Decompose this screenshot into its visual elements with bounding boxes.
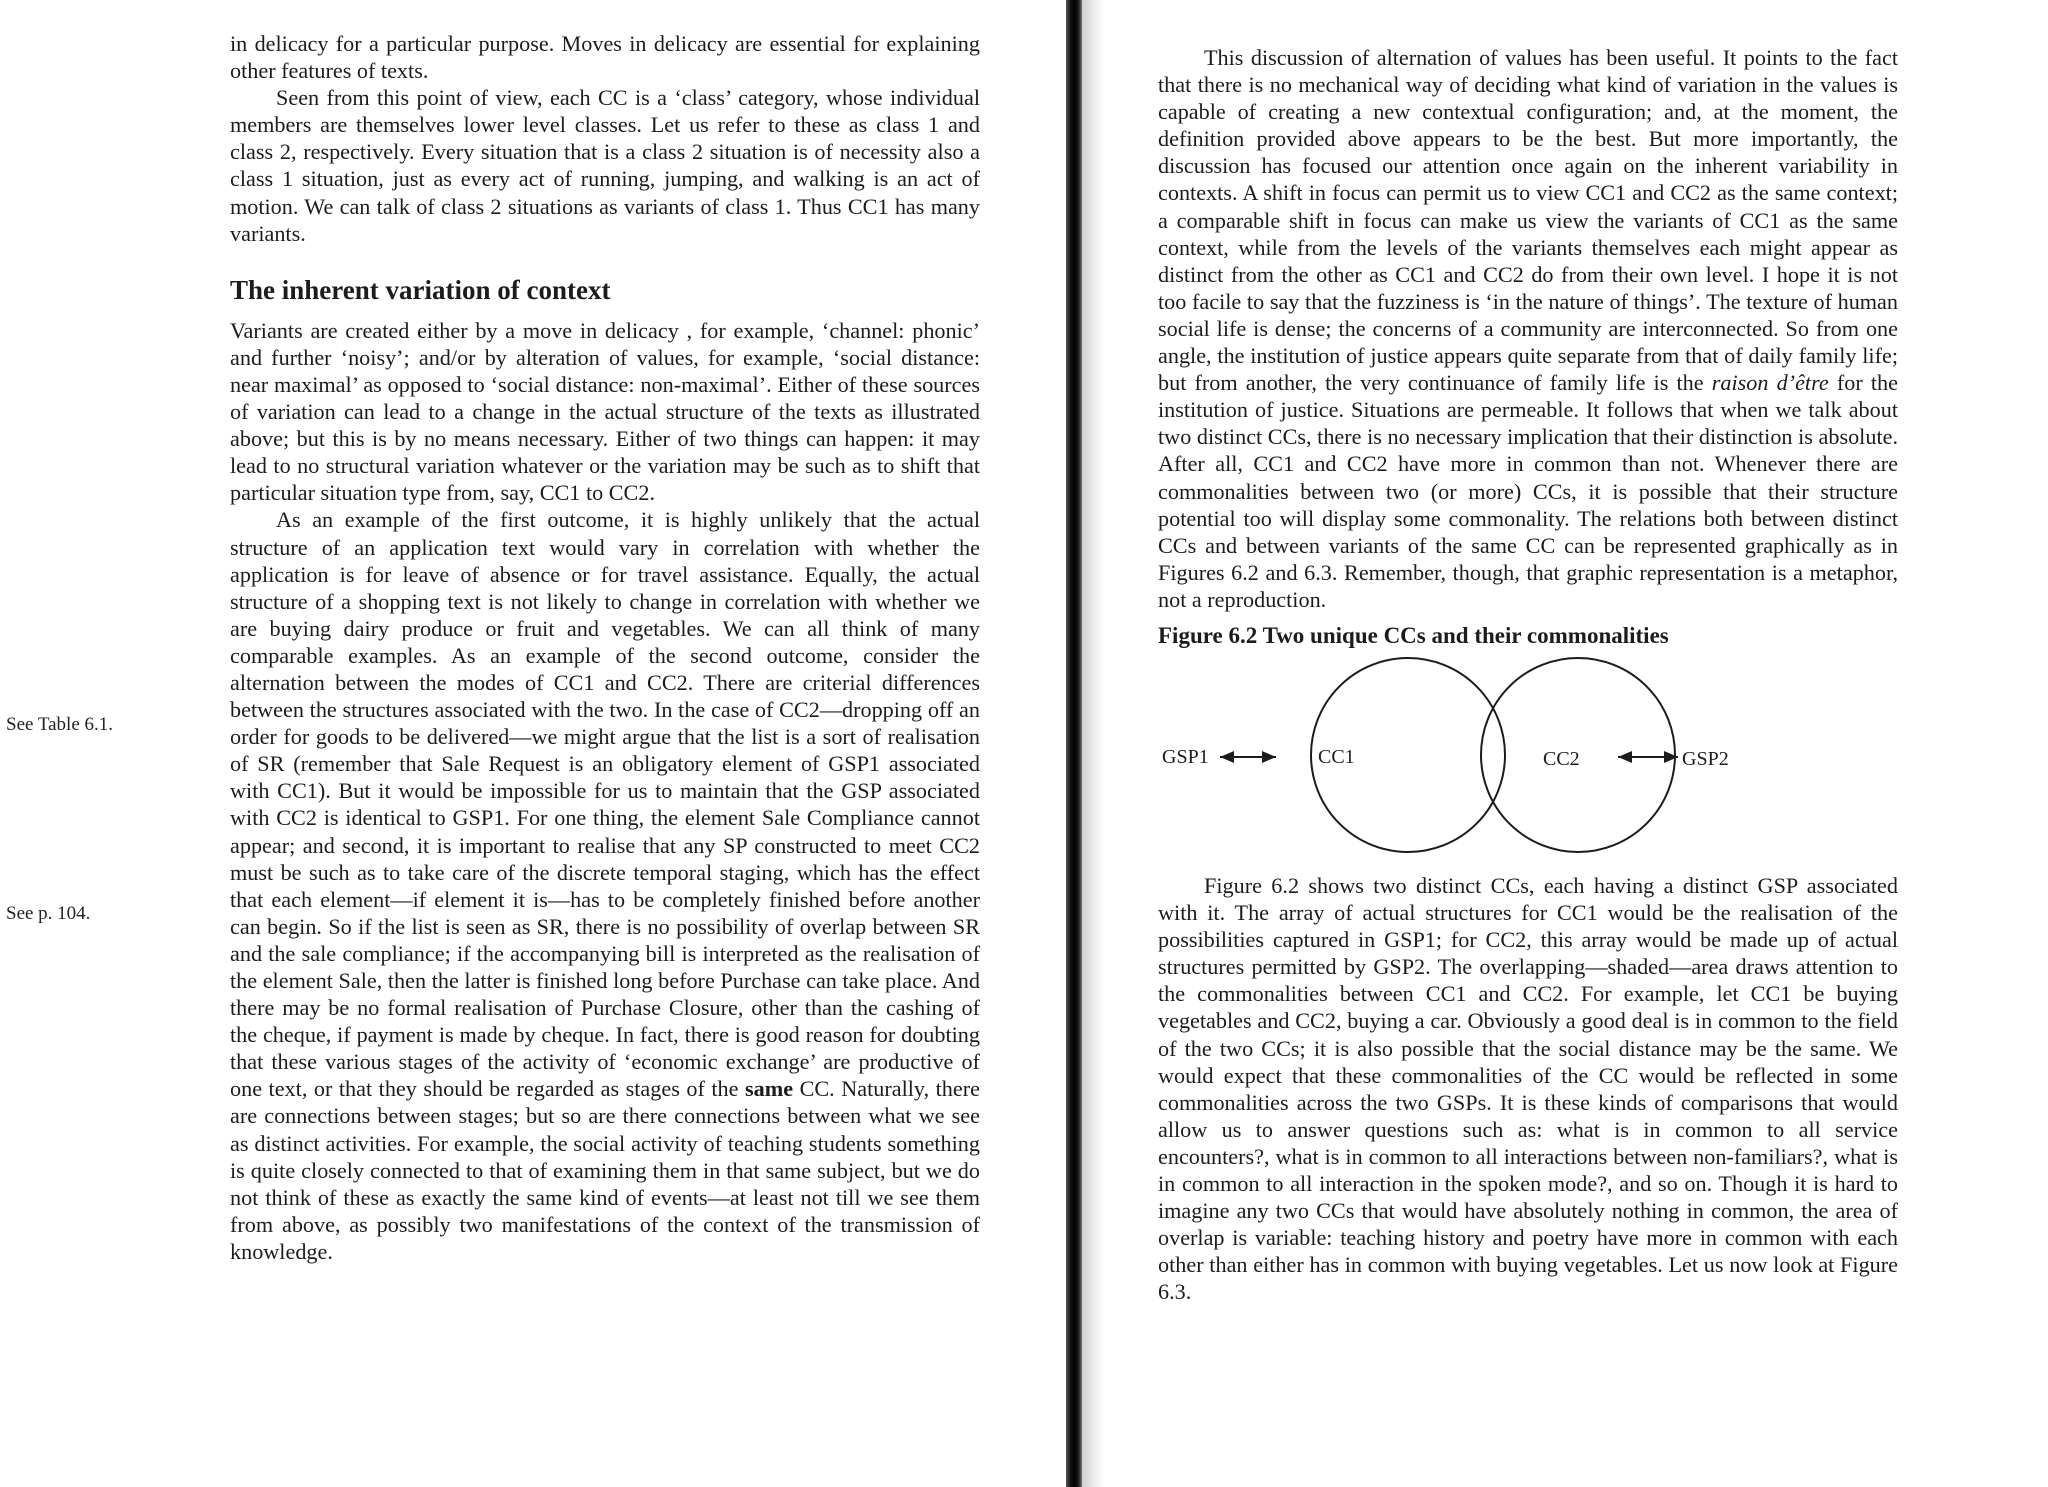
label-cc1: CC1 xyxy=(1318,745,1355,768)
right-paragraph-figure-discussion: Figure 6.2 shows two distinct CCs, each having a distinct GSP associated with it. The array of actual structures for CC1 would be the realisation of the possibilities captured in GSP1; for CC2, this array would be made up of actual structures permitted by GSP2. The overlapping—shaded—area draws attention to the commonalities between CC1 and CC2. For example, let CC1 be buying vegetables and CC2, buying a car. Obviously a good deal is in common to the field of the two CCs; it is also possible that the social distance may be the same. We would expect that these commonalities of the CC would be reflected in some commonalities across the two GSPs. It is these kinds of comparisons that would allow us to answer questions such as: what is in common to all service encounters?, what is in common to all interactions between non-familiars?, what is in common to all interaction in the spoken mode?, and so on. Though it is hard to imagine any two CCs that would have absolutely nothing in common, the area of overlap is variable: teaching history and poetry have more in common with each other than either has in common with buying vegetables. Let us now look at Figure 6.3. xyxy=(1158,872,1898,1305)
alternation-text: This discussion of alternation of values has been useful. It points to the fact that there is no mechanical way of deciding what kind of variation in the values is capable of creating a new contextual configuration; and, at the moment, the definition provided above appears to be the best. But more importantly, the discussion has focused our attention once again on the inherent variability in contexts. A shift in focus can permit us to view CC1 and CC2 as the same context; a comparable shift in focus can make us view the variants of CC1 as the same context, while from the levels of the variants themselves each might appear as distinct from the other as CC1 and CC2 do from their own level. I hope it is not too facile to say that the fuzziness is ‘in the nature of things’. The texture of human social life is dense; the concerns of a community are interconnected. So from one angle, the institution of justice appears quite separate from that of daily family life; but from another, the very continuance of family life is the xyxy=(1158,45,1898,396)
arrow-gsp1-head-right xyxy=(1262,751,1276,763)
italic-phrase: raison d’être xyxy=(1711,370,1829,396)
venn-diagram xyxy=(1158,657,1898,857)
right-paragraph-alternation xyxy=(1158,44,1898,613)
book-gutter xyxy=(1066,0,1082,1487)
label-cc2: CC2 xyxy=(1543,747,1580,770)
right-page xyxy=(1158,44,1898,1305)
left-paragraph-outcomes xyxy=(230,506,980,1265)
arrow-gsp2-head-left xyxy=(1618,751,1632,763)
section-heading: The inherent variation of context xyxy=(230,274,611,305)
left-paragraph-continued: in delicacy for a particular purpose. Moves in delicacy are essential for explaining other features of texts. xyxy=(230,31,980,84)
alternation-text-tail: for the institution of justice. Situations are permeable. It follows that when we talk about two distinct CCs, there is no necessary implication that their distinction is absolute. After all, CC1 and CC2 have more in common than not. Whenever there are commonalities between two (or more) CCs, it is possible that their structure potential too will display some commonality. The relations both between distinct CCs and between variants of the same CC can be represented graphically as in Figures 6.2 and 6.3. Remember, though, that graphic representation is a metaphor, not a reproduction. xyxy=(1158,370,1898,612)
margin-note-table: See Table 6.1. xyxy=(6,714,114,735)
figure-caption: Figure 6.2 Two unique CCs and their commonalities xyxy=(1158,622,1669,648)
outcomes-text: As an example of the first outcome, it is highly unlikely that the actual structure of an application text would vary in correlation with whether the application is for leave of absence or for travel assistance. Equally, the actual structure of a shopping text is not likely to change in correlation with whether we are buying dairy produce or fruit and vegetables. We can all think of many comparable examples. As an example of the second outcome, consider the alternation between the modes of CC1 and CC2. There are criterial differences between the structures associated with the two. In the case of CC2—dropping off an order for goods to be delivered—we might argue that the list is a sort of realisation of SR (remember that Sale Request is an obligatory element of GSP1 associated with CC1). But it would be impossible for us to maintain that the GSP associated with CC2 is identical to GSP1. For one thing, the element Sale Compliance cannot appear; and second, it is important to realise that any SP constructed to meet CC2 must be such as to take care of the discrete temporal staging, which has the effect that each element—if element it is—has to be completely finished before another can begin. So if the list is seen as SR, there is no possibility of overlap between SR and the sale compliance; if the accompanying bill is interpreted as the realisation of the element Sale, then the latter is finished long before Purchase can take place. And there may be no formal realisation of Purchase Closure, other than the cashing of the cheque, if payment is made by cheque. In fact, there is good reason for doubting that these various stages of the activity of ‘economic exchange’ are productive of one text, or that they should be regarded as stages of the xyxy=(230,507,980,1102)
gutter-shadow xyxy=(1082,0,1104,1487)
outcomes-text-tail: CC. Naturally, there are connections between stages; but so are there connections between what we see as distinct activities. For example, the social activity of teaching students something is quite closely connected to that of examining them in that same subject, but we do not think of these as exactly the same kind of events—at least not till we see them from above, as possibly two manifestations of the context of the transmission of knowledge. xyxy=(230,1076,980,1264)
label-gsp2: GSP2 xyxy=(1682,747,1729,770)
label-gsp1: GSP1 xyxy=(1162,745,1209,768)
margin-note-page: See p. 104. xyxy=(6,903,91,924)
arrow-gsp1-head-left xyxy=(1220,751,1234,763)
left-page xyxy=(230,30,980,1265)
left-paragraph-class-category: Seen from this point of view, each CC is a ‘class’ category, whose individual members are themselves lower level classes. Let us refer to these as class 1 and class 2, respectively. Every situation that is a class 2 situation is of necessity also a class 1 situation, just as every act of running, jumping, and walking is an act of motion. We can talk of class 2 situations as variants of class 1. Thus CC1 has many variants. xyxy=(230,85,980,246)
bold-word-same: same xyxy=(745,1076,794,1102)
left-paragraph-variants: Variants are created either by a move in delicacy , for example, ‘channel: phonic’ and further ‘noisy’; and/or by alteration of values, for example, ‘social distance: near maximal’ as opposed to ‘social distance: non-maximal’. Either of these sources of variation can lead to a change in the actual structure of the texts as illustrated above; but this is by no means necessary. Either of two things can happen: it may lead to no structural variation whatever or the variation may be such as to shift that particular situation type from, say, CC1 to CC2. xyxy=(230,317,980,506)
